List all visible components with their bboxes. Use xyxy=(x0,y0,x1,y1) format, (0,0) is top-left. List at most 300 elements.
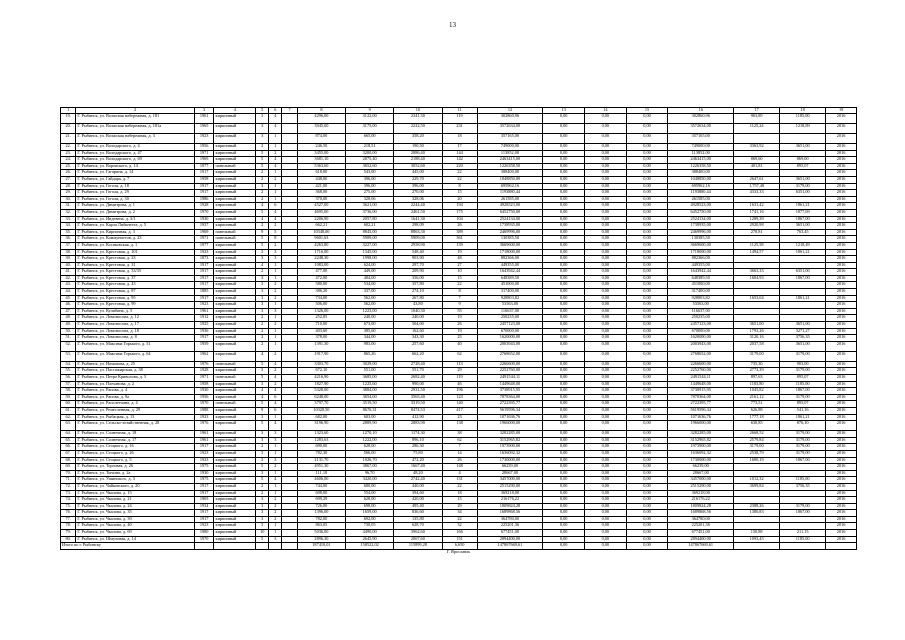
table-cell: 2016 xyxy=(826,275,857,282)
table-cell: 75. xyxy=(61,503,76,510)
table-cell: 749000,00 xyxy=(477,144,543,151)
table-cell: 225201,36 xyxy=(477,523,543,530)
table-cell: 4 xyxy=(256,203,269,210)
table-cell: 1971 xyxy=(194,375,214,382)
table-cell: 1193880,44 xyxy=(477,190,543,197)
table-cell: 3152965,82 xyxy=(477,437,543,444)
table-cell: 782,00 xyxy=(297,516,345,523)
table-cell: 2722395,77 xyxy=(477,401,543,408)
table-cell: 3179,00 xyxy=(734,444,780,451)
table-cell: кирпичный xyxy=(214,490,256,497)
table-cell: 3 xyxy=(256,249,269,256)
table-cell: кирпичный xyxy=(214,289,256,296)
table-cell: 3 xyxy=(256,437,269,444)
table-cell: 46. xyxy=(61,302,76,309)
table-cell: 0,00 xyxy=(585,236,627,243)
empty-cell xyxy=(282,375,297,382)
table-cell: 3738915,95 xyxy=(668,388,734,395)
table-cell: 1620000,00 xyxy=(668,335,734,342)
table-row xyxy=(61,328,857,335)
table-cell: 0,00 xyxy=(585,322,627,329)
table-cell: 5 xyxy=(256,157,269,164)
table-cell: 7878364,00 xyxy=(477,394,543,401)
table-cell: 123 xyxy=(442,394,477,401)
table-cell: 2057,80 xyxy=(346,216,394,223)
table-cell: 3651,00 xyxy=(780,341,826,351)
table-cell: 0,00 xyxy=(543,421,585,431)
table-cell: 4928523,00 xyxy=(668,203,734,210)
address-cell: Г. Рыбинск, ул. Димитрова, д. 1 xyxy=(76,203,194,210)
address-cell: Г. Рыбинск, ул. Ремесленная, д. 29 xyxy=(76,407,194,414)
table-cell: 388400,00 xyxy=(477,170,543,177)
table-row xyxy=(61,335,857,342)
table-cell: 2515290,00 xyxy=(668,483,734,490)
table-cell: 0,00 xyxy=(543,490,585,497)
table-cell: 2 xyxy=(256,444,269,451)
total-cost-col14: 0,00 xyxy=(585,543,627,550)
table-cell: 4 xyxy=(269,124,282,134)
table-cell: 451000,00 xyxy=(477,282,543,289)
table-cell: 2463415,00 xyxy=(668,157,734,164)
table-cell: кирпичный xyxy=(214,437,256,444)
table-cell: 1867,00 xyxy=(780,510,826,517)
table-cell: 1917 xyxy=(194,269,214,276)
table-cell: 130385,50 xyxy=(668,236,734,243)
table-cell: 2131,70 xyxy=(297,457,345,464)
table-cell: 0,00 xyxy=(626,124,668,134)
table-cell: 0,00 xyxy=(543,289,585,296)
table-cell: 27. xyxy=(61,176,76,183)
table-cell: 0,00 xyxy=(585,368,627,375)
table-cell: 0,00 xyxy=(543,216,585,223)
table-cell: 0,00 xyxy=(626,183,668,190)
table-cell: 62. xyxy=(61,414,76,421)
table-cell: 22 xyxy=(442,483,477,490)
table-cell: 0,00 xyxy=(543,536,585,543)
column-number: 1 xyxy=(61,108,76,114)
table-cell: 0,00 xyxy=(543,114,585,124)
table-cell: 0,00 xyxy=(543,249,585,256)
table-cell: 0,00 xyxy=(585,289,627,296)
table-cell xyxy=(780,490,826,497)
table-cell: 0,00 xyxy=(585,351,627,361)
table-cell xyxy=(734,262,780,269)
table-cell: 554,00 xyxy=(346,490,394,497)
table-cell: 4 xyxy=(256,394,269,401)
empty-cell xyxy=(282,203,297,210)
column-number: 11 xyxy=(442,108,477,114)
table-cell: 2 xyxy=(256,322,269,329)
table-cell: 2067,60 xyxy=(394,536,442,543)
table-cell: 0,00 xyxy=(585,302,627,309)
city-caption-row xyxy=(61,550,857,556)
table-cell: 0,00 xyxy=(585,477,627,484)
table-cell: 15 xyxy=(442,190,477,197)
table-cell: 0,00 xyxy=(585,516,627,523)
table-cell: 0,00 xyxy=(543,256,585,263)
table-cell: кирпичный xyxy=(214,203,256,210)
table-cell: 0,00 xyxy=(543,275,585,282)
table-cell: 0,00 xyxy=(626,190,668,197)
table-cell xyxy=(780,464,826,471)
table-cell: 0,00 xyxy=(626,249,668,256)
table-cell: 928803,82 xyxy=(477,295,543,302)
table-cell: 1185,00 xyxy=(780,114,826,124)
table-cell: 682,00 xyxy=(297,414,345,421)
table-cell: 2252760,00 xyxy=(668,368,734,375)
table-cell: 3 xyxy=(256,457,269,464)
table-cell: 45. xyxy=(61,295,76,302)
table-cell: кирпичный xyxy=(214,216,256,223)
table-cell: 0,00 xyxy=(626,375,668,382)
table-cell: 0,00 xyxy=(626,503,668,510)
table-cell: 9 xyxy=(256,229,269,236)
table-cell: 194 xyxy=(442,203,477,210)
table-cell: 67. xyxy=(61,450,76,457)
table-cell: 138 xyxy=(442,421,477,431)
table-cell: 0,00 xyxy=(543,170,585,177)
table-cell: 0,00 xyxy=(543,523,585,530)
table-row xyxy=(61,315,857,322)
address-cell: Г. Рыбинск, ул. Ломоносова, д. 17 xyxy=(76,322,194,329)
table-cell: 0,00 xyxy=(626,150,668,157)
table-cell: 3 xyxy=(269,457,282,464)
address-cell: Г. Рыбинск, ул. Крестовая, д. 99 xyxy=(76,302,194,309)
table-cell: 140 xyxy=(442,401,477,408)
table-cell: 175 xyxy=(442,209,477,216)
table-cell: 3 xyxy=(256,302,269,309)
table-cell: 3179,00 xyxy=(780,444,826,451)
table-cell: 626,88 xyxy=(734,407,780,414)
table-cell: 229,70 xyxy=(394,176,442,183)
table-cell: 1923 xyxy=(194,523,214,530)
table-cell: 0,00 xyxy=(626,229,668,236)
table-cell: 0,00 xyxy=(543,209,585,216)
table-cell: 3 xyxy=(269,256,282,263)
table-cell: кирпичный xyxy=(214,407,256,414)
empty-cell xyxy=(282,483,297,490)
table-cell: 730,05 xyxy=(346,523,394,530)
table-cell: 358,20 xyxy=(394,134,442,144)
table-cell: кирпичный xyxy=(214,510,256,517)
table-cell: 1873 xyxy=(194,256,214,263)
table-cell: 2016 xyxy=(826,464,857,471)
table-cell: 0,00 xyxy=(626,431,668,438)
table-cell: 0,00 xyxy=(585,242,627,249)
total-area: 187410,01 xyxy=(297,543,345,550)
table-cell: 28667,00 xyxy=(477,470,543,477)
table-cell: 74. xyxy=(61,497,76,504)
table-cell: 4 xyxy=(269,114,282,124)
table-row xyxy=(61,431,857,438)
table-cell: 1930 xyxy=(194,388,214,395)
table-cell: 895,07 xyxy=(780,163,826,170)
address-cell: Г. Рыбинск, ул. Плеханова, д. 2 xyxy=(76,381,194,388)
table-cell: 2016 xyxy=(826,477,857,484)
table-cell: 440,00 xyxy=(394,483,442,490)
table-cell: 0,00 xyxy=(626,302,668,309)
table-cell xyxy=(780,134,826,144)
table-cell: 2016 xyxy=(826,308,857,315)
table-cell: 0,00 xyxy=(585,444,627,451)
table-cell: 1975 xyxy=(194,477,214,484)
table-cell: 2016 xyxy=(826,381,857,388)
table-cell: 874,00 xyxy=(297,134,345,144)
table-cell: 15 xyxy=(442,275,477,282)
table-cell: 0,00 xyxy=(543,282,585,289)
table-cell: 17 xyxy=(442,144,477,151)
table-cell: 0,00 xyxy=(585,421,627,431)
table-cell: 0,00 xyxy=(626,223,668,230)
table-cell: 148 xyxy=(442,464,477,471)
table-cell: 328,06 xyxy=(394,196,442,203)
table-cell: 8676,31 xyxy=(346,407,394,414)
table-cell: 26. xyxy=(61,170,76,177)
table-cell: 0,00 xyxy=(626,361,668,368)
table-cell: 2 xyxy=(256,483,269,490)
table-cell: 1 xyxy=(269,183,282,190)
table-cell: 2016 xyxy=(826,262,857,269)
table-cell: 2016 xyxy=(826,361,857,368)
table-cell: 1045,82 xyxy=(734,388,780,395)
table-cell: 317400,00 xyxy=(477,289,543,296)
table-row xyxy=(61,536,857,543)
table-cell: 4 xyxy=(442,470,477,477)
table-cell: 0,00 xyxy=(585,375,627,382)
table-cell xyxy=(734,134,780,144)
table-cell: 2773,39 xyxy=(734,368,780,375)
empty-cell xyxy=(282,407,297,414)
table-cell: 2 xyxy=(256,223,269,230)
table-cell: 0,00 xyxy=(585,203,627,210)
table-cell xyxy=(734,470,780,477)
table-cell: кирпичный xyxy=(214,223,256,230)
table-cell: 8863,30 xyxy=(394,229,442,236)
table-cell: 1653,04 xyxy=(734,295,780,302)
address-cell: Г. Рыбинск, ул. Ломоносова, д. 12 xyxy=(76,315,194,322)
table-cell: 2016 xyxy=(826,351,857,361)
table-row xyxy=(61,388,857,395)
table-cell: 252,05 xyxy=(297,315,345,322)
table-cell: 369218,00 xyxy=(668,490,734,497)
table-cell: 2515290,00 xyxy=(477,483,543,490)
table-cell xyxy=(734,282,780,289)
table-cell: 2016 xyxy=(826,510,857,517)
table-row xyxy=(61,401,857,408)
table-cell: 0,00 xyxy=(626,523,668,530)
table-cell: 361 xyxy=(442,236,477,243)
table-cell: 403,60 xyxy=(297,328,345,335)
table-cell: 0,00 xyxy=(543,308,585,315)
table-cell: 3 xyxy=(256,414,269,421)
table-cell: 2 xyxy=(269,510,282,517)
table-cell: 4 xyxy=(269,477,282,484)
table-cell: 3651,00 xyxy=(780,144,826,151)
table-cell: 628,00 xyxy=(346,444,394,451)
table-cell: кирпичный xyxy=(214,516,256,523)
table-cell: 77. xyxy=(61,516,76,523)
table-row xyxy=(61,421,857,431)
table-cell: 580,00 xyxy=(297,282,345,289)
table-cell: 0,00 xyxy=(543,516,585,523)
table-cell: 449,00 xyxy=(346,269,394,276)
table-cell: кирпичный xyxy=(214,256,256,263)
table-cell: 3 xyxy=(256,381,269,388)
table-cell: 1604,93 xyxy=(734,275,780,282)
table-cell: 0,00 xyxy=(543,401,585,408)
table-cell: 21. xyxy=(61,134,76,144)
table-cell: 0,00 xyxy=(585,176,627,183)
table-cell: 1958 xyxy=(194,176,214,183)
table-cell: кирпичный xyxy=(214,536,256,543)
table-cell: 677451,00 xyxy=(668,530,734,537)
table-cell: 37. xyxy=(61,242,76,249)
table-row xyxy=(61,196,857,203)
address-cell: Г. Рыбинск, ул. Чкалова, д. 24 xyxy=(76,503,194,510)
table-cell: 0,00 xyxy=(626,282,668,289)
table-cell: кирпичный xyxy=(214,368,256,375)
table-cell: 54. xyxy=(61,361,76,368)
table-cell: 0,00 xyxy=(626,401,668,408)
table-cell: 0,00 xyxy=(626,483,668,490)
empty-cell xyxy=(282,322,297,329)
address-cell: Г. Рыбинск, ул. Крестовая, д. 43 xyxy=(76,282,194,289)
table-cell: 662,21 xyxy=(297,223,345,230)
table-cell: 32. xyxy=(61,209,76,216)
table-cell: 343,30 xyxy=(394,335,442,342)
empty-cell xyxy=(282,289,297,296)
table-cell: 0,00 xyxy=(585,401,627,408)
address-cell: Г. Рыбинск, ул. Гоголя, д. 29 xyxy=(76,190,194,197)
table-cell: 389 xyxy=(442,229,477,236)
table-cell: 1923 xyxy=(194,249,214,256)
table-cell: 1718000,00 xyxy=(668,249,734,256)
table-cell: 2003943,00 xyxy=(668,341,734,351)
table-cell: 1917 xyxy=(194,335,214,342)
table-cell: 25 xyxy=(442,335,477,342)
table-cell: 2524134,00 xyxy=(668,216,734,223)
table-cell: 23 xyxy=(442,414,477,421)
table-cell: 1 xyxy=(269,302,282,309)
table-cell: 0,00 xyxy=(626,176,668,183)
table-cell: 394,60 xyxy=(394,490,442,497)
address-cell: Г. Рыбинск, ул. Сельско-хозяйственная, д. 28 xyxy=(76,421,194,431)
table-cell: 773,51 xyxy=(734,401,780,408)
table-cell: 401,81 xyxy=(734,163,780,170)
table-cell: 231 xyxy=(442,124,477,134)
table-cell: 4296,00 xyxy=(297,114,345,124)
table-cell: 142 xyxy=(442,157,477,164)
table-cell: 2016 xyxy=(826,150,857,157)
address-cell: Г. Рыбинск, ул. Чкалова, д. 39 xyxy=(76,516,194,523)
table-cell: 2016 xyxy=(826,328,857,335)
table-cell: 33. xyxy=(61,216,76,223)
table-cell: 3 xyxy=(269,308,282,315)
table-cell: 57. xyxy=(61,381,76,388)
table-cell: 1 xyxy=(269,190,282,197)
table-cell: 421,00 xyxy=(297,183,345,190)
table-cell: 3179,00 xyxy=(780,394,826,401)
table-row xyxy=(61,394,857,401)
table-cell: кирпичный xyxy=(214,242,256,249)
table-row xyxy=(61,176,857,183)
empty-cell xyxy=(282,401,297,408)
table-row xyxy=(61,503,857,510)
table-cell: 2 xyxy=(269,322,282,329)
table-cell: 896,10 xyxy=(394,437,442,444)
table-cell: 2 xyxy=(269,242,282,249)
table-cell: 1093,45 xyxy=(734,536,780,543)
table-cell: 3736,00 xyxy=(346,209,394,216)
table-cell: 2016 xyxy=(826,289,857,296)
table-cell: 0,00 xyxy=(585,431,627,438)
table-cell: 2875,40 xyxy=(346,157,394,164)
table-cell: 2 xyxy=(256,335,269,342)
table-cell: 3303,70 xyxy=(297,361,345,368)
table-cell: 2341,30 xyxy=(394,114,442,124)
table-cell: 1973900,00 xyxy=(477,444,543,451)
table-cell: панельный xyxy=(214,229,256,236)
empty-cell xyxy=(282,421,297,431)
table-cell: 0,00 xyxy=(543,394,585,401)
table-cell: кирпичный xyxy=(214,530,256,537)
table-cell: 0,00 xyxy=(626,216,668,223)
table-cell: 6351,00 xyxy=(780,190,826,197)
table-cell: 0,00 xyxy=(585,256,627,263)
table-cell: 0,00 xyxy=(543,457,585,464)
empty-cell xyxy=(282,196,297,203)
table-cell: 1048850,00 xyxy=(477,176,543,183)
table-cell: 0,00 xyxy=(543,315,585,322)
table-row xyxy=(61,209,857,216)
column-number: 10 xyxy=(394,108,442,114)
table-cell: 1917 xyxy=(194,510,214,517)
table-cell: 1962 xyxy=(194,351,214,361)
table-cell: 692,00 xyxy=(346,516,394,523)
table-cell: 3 xyxy=(256,450,269,457)
table-cell: 1930 xyxy=(194,470,214,477)
table-cell: 0,00 xyxy=(626,315,668,322)
empty-cell xyxy=(282,242,297,249)
table-cell: 38. xyxy=(61,249,76,256)
table-cell: 2016 xyxy=(826,256,857,263)
table-cell xyxy=(734,308,780,315)
table-cell: 2920,98 xyxy=(734,223,780,230)
empty-cell xyxy=(282,315,297,322)
empty-cell xyxy=(269,543,282,550)
table-cell: 2 xyxy=(256,328,269,335)
empty-cell xyxy=(282,388,297,395)
table-cell: 0,00 xyxy=(543,503,585,510)
table-cell: 396,00 xyxy=(346,176,394,183)
table-cell: 3663,33 xyxy=(734,269,780,276)
total-living-area: 158522,02 xyxy=(346,543,394,550)
table-cell: 29. xyxy=(61,190,76,197)
table-cell: 0,00 xyxy=(585,483,627,490)
table-cell: 0,00 xyxy=(626,275,668,282)
table-cell: 0,00 xyxy=(585,249,627,256)
table-cell xyxy=(780,196,826,203)
table-cell: 1636092,32 xyxy=(477,450,543,457)
table-cell: 1494,57 xyxy=(734,249,780,256)
table-cell: 897,63 xyxy=(734,375,780,382)
table-cell xyxy=(734,196,780,203)
table-cell: 0,00 xyxy=(585,308,627,315)
empty-cell xyxy=(282,190,297,197)
table-cell: 42. xyxy=(61,275,76,282)
table-cell: 0,00 xyxy=(585,457,627,464)
table-cell: 2 xyxy=(269,351,282,361)
